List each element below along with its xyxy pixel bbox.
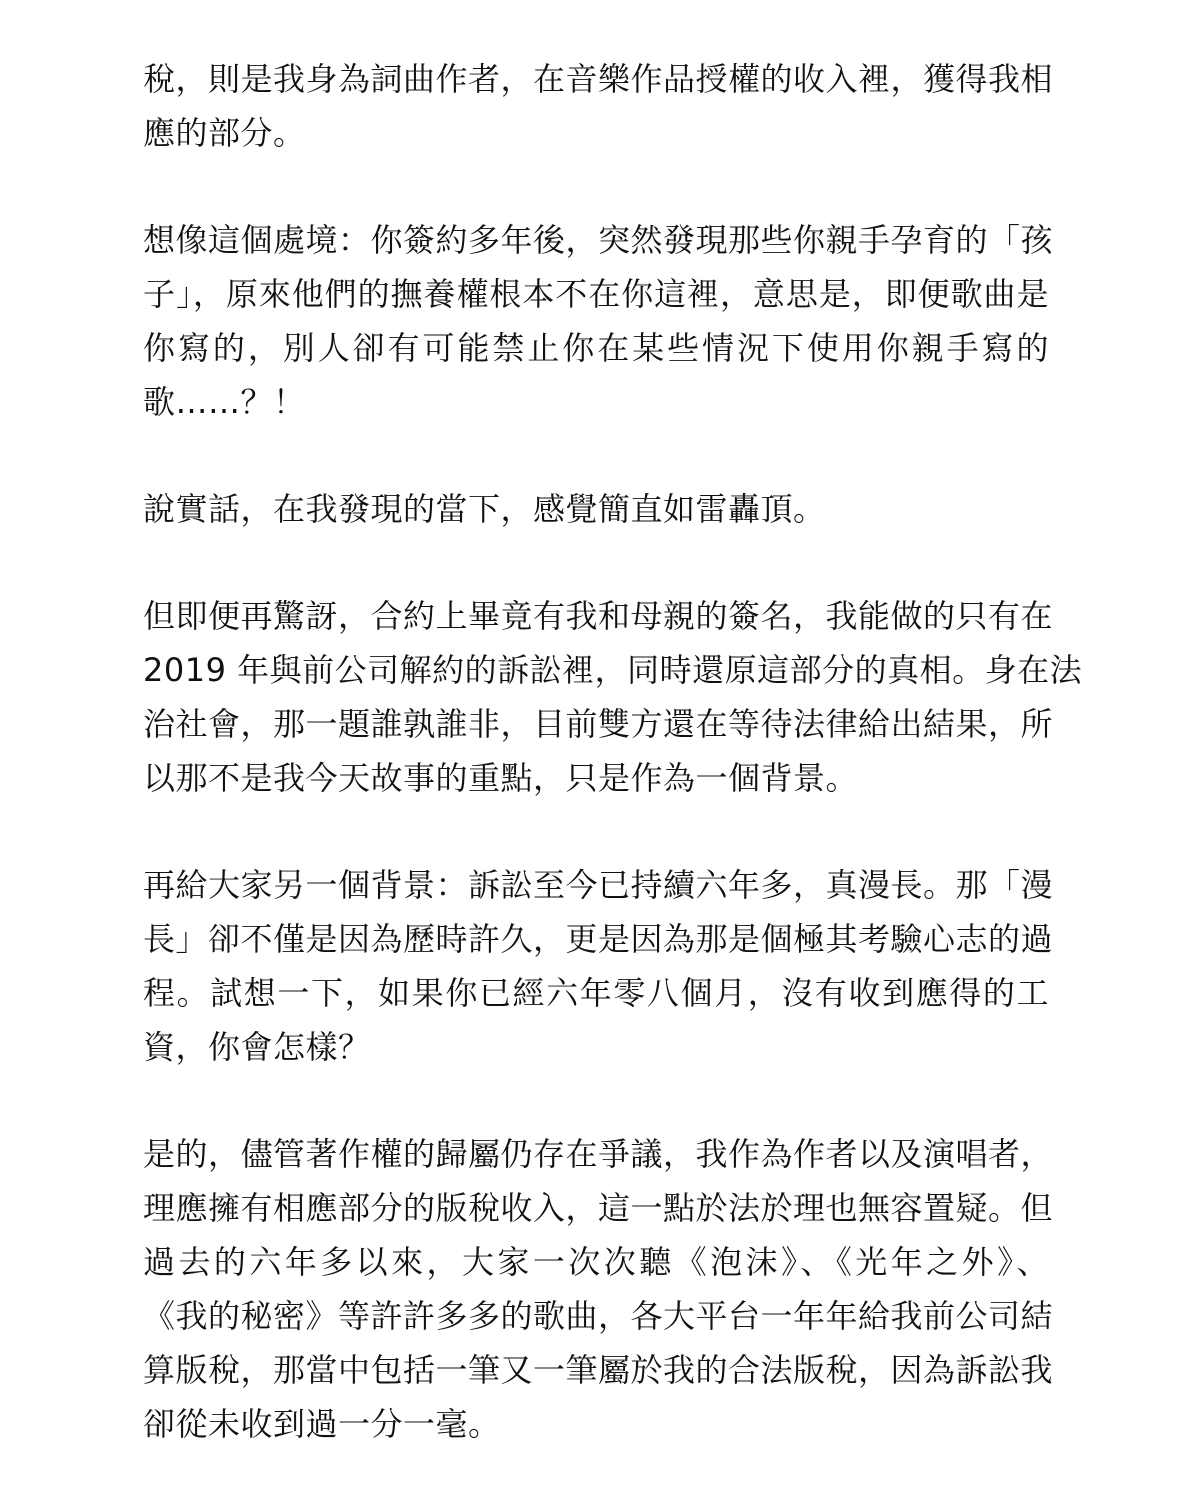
paragraph-spacer xyxy=(143,805,1049,858)
paragraph-spacer xyxy=(143,536,1049,589)
text-line: 《我的秘密》等許許多多的歌曲，各大平台一年年給我前公司結 xyxy=(143,1297,1054,1335)
text-line: 應的部分。 xyxy=(143,114,306,152)
text-line: 再給大家另一個背景：訴訟至今已持續六年多，真漫長。那「漫 xyxy=(143,866,1054,904)
text-line: 子」，原來他們的撫養權根本不在你這裡，意思是，即便歌曲是 xyxy=(143,275,1049,313)
text-line: 長」卻不僅是因為歷時許久，更是因為那是個極其考驗心志的過 xyxy=(143,920,1054,958)
text-line: 治社會，那一題誰孰誰非，目前雙方還在等待法律給出結果，所 xyxy=(143,705,1054,743)
paragraph-2 xyxy=(143,213,1054,429)
text-line: 資，你會怎樣？ xyxy=(143,1028,371,1066)
paragraph-spacer xyxy=(143,160,1049,213)
text-line: 稅，則是我身為詞曲作者，在音樂作品授權的收入裡，獲得我相 xyxy=(143,60,1054,98)
text-line: 是的，儘管著作權的歸屬仍存在爭議，我作為作者以及演唱者， xyxy=(143,1135,1054,1173)
text-line: 以那不是我今天故事的重點，只是作為一個背景。 xyxy=(143,759,859,797)
text-line: 程。試想一下，如果你已經六年零八個月，沒有收到應得的工 xyxy=(143,974,1049,1012)
text-line: 歌……？！ xyxy=(143,383,306,421)
paragraph-spacer xyxy=(143,1074,1049,1127)
paragraph-4 xyxy=(143,589,1083,805)
text-line: 算版稅，那當中包括一筆又一筆屬於我的合法版稅，因為訴訟我 xyxy=(143,1351,1054,1389)
paragraph-6 xyxy=(143,1127,1054,1451)
text-line: 過去的六年多以來，大家一次次聽《泡沫》、《光年之外》、 xyxy=(143,1243,1049,1281)
text-line: 想像這個處境：你簽約多年後，突然發現那些你親手孕育的「孩 xyxy=(143,221,1054,259)
paragraph-5 xyxy=(143,858,1054,1074)
document-body xyxy=(143,52,1083,1451)
text-line: 2019 年與前公司解約的訴訟裡，同時還原這部分的真相。身在法 xyxy=(143,651,1083,689)
paragraph-spacer xyxy=(143,429,1049,482)
text-line: 理應擁有相應部分的版稅收入，這一點於法於理也無容置疑。但 xyxy=(143,1189,1054,1227)
text-line: 說實話，在我發現的當下，感覺簡直如雷轟頂。 xyxy=(143,490,826,528)
text-line: 你寫的，別人卻有可能禁止你在某些情況下使用你親手寫的 xyxy=(143,329,1049,367)
paragraph-3 xyxy=(143,482,1049,536)
text-line: 但即便再驚訝，合約上畢竟有我和母親的簽名，我能做的只有在 xyxy=(143,597,1054,635)
text-line: 卻從未收到過一分一毫。 xyxy=(143,1405,501,1443)
paragraph-1 xyxy=(143,52,1054,160)
